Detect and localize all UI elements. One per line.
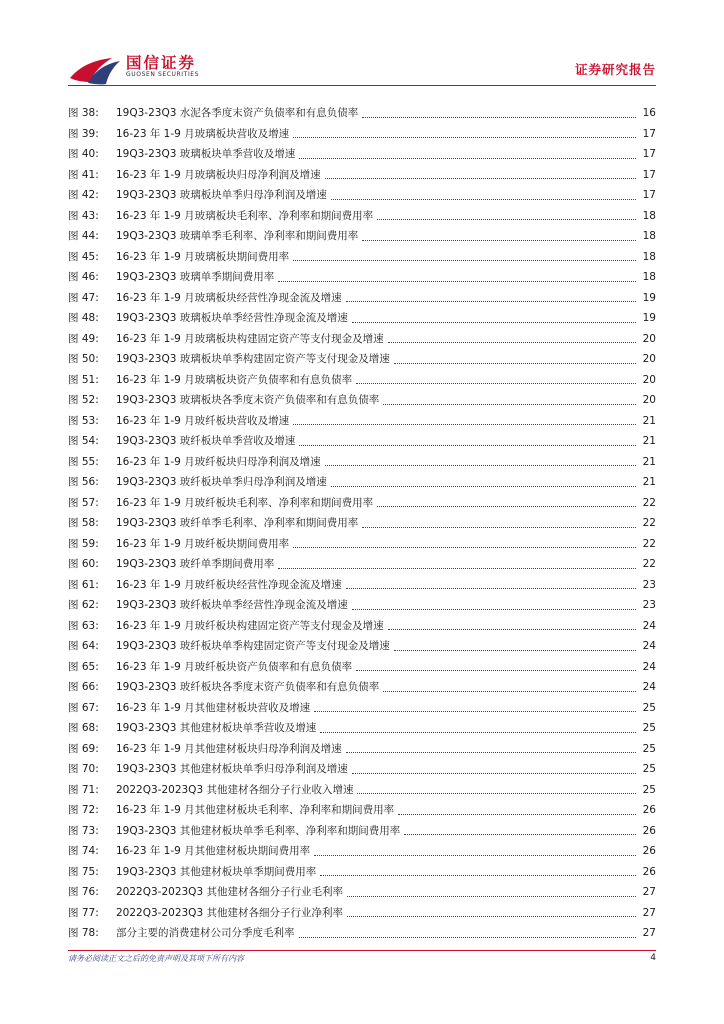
figure-page-number[interactable]: 20 (642, 373, 656, 386)
toc-entry[interactable] (68, 534, 656, 555)
toc-entry[interactable] (68, 472, 656, 493)
figure-label: 图 64: (68, 640, 99, 652)
figure-label: 图 47: (68, 291, 99, 304)
figure-page-number[interactable]: 25 (642, 722, 656, 734)
figure-title[interactable]: 16-23 年 1-9 月其他建材板块期间费用率 (116, 845, 311, 857)
figure-title[interactable]: 19Q3-23Q3 玻璃单季期间费用率 (116, 271, 275, 283)
leader-dots (404, 834, 636, 835)
figure-page-number[interactable]: 26 (642, 804, 656, 816)
figure-title[interactable]: 16-23 年 1-9 月玻纤板块资产负债率和有息负债率 (116, 660, 353, 673)
toc-entry[interactable] (68, 636, 656, 657)
leader-dots (293, 424, 636, 425)
figure-label: 图 70: (68, 763, 99, 775)
leader-dots (357, 793, 636, 794)
leader-dots (377, 506, 636, 507)
toc-entry[interactable] (68, 452, 656, 473)
figure-label: 图 53: (68, 414, 99, 427)
leader-dots (314, 855, 636, 856)
figure-title[interactable]: 19Q3-23Q3 玻璃单季毛利率、净利率和期间费用率 (116, 230, 359, 242)
figure-title[interactable]: 19Q3-23Q3 其他建材板块单季期间费用率 (116, 865, 317, 878)
figure-page-number[interactable]: 24 (642, 619, 656, 632)
figure-page-number[interactable]: 24 (642, 640, 656, 652)
figure-page-number[interactable]: 27 (642, 927, 656, 939)
figure-label: 图 73: (68, 824, 99, 837)
toc-entry[interactable] (68, 185, 656, 206)
figure-label: 图 60: (68, 558, 99, 570)
figure-label: 图 63: (68, 619, 99, 632)
figure-label: 图 76: (68, 886, 99, 898)
leader-dots (394, 363, 636, 364)
leader-dots (388, 629, 636, 630)
figure-label: 图 51: (68, 373, 99, 386)
figure-label: 图 48: (68, 312, 99, 324)
figure-label: 图 40: (68, 148, 99, 160)
figure-page-number[interactable]: 17 (642, 189, 656, 201)
figure-label: 图 54: (68, 435, 99, 447)
figure-page-number[interactable]: 17 (642, 168, 656, 181)
toc-entry[interactable] (68, 616, 656, 637)
figure-label: 图 62: (68, 599, 99, 611)
toc-entry[interactable] (68, 657, 656, 678)
logo-mark-icon (68, 52, 122, 86)
figure-title[interactable]: 16-23 年 1-9 月玻璃板块归母净利润及增速 (116, 168, 321, 181)
figure-title[interactable]: 16-23 年 1-9 月其他建材板块归母净利润及增速 (116, 742, 342, 755)
toc-entry[interactable] (68, 882, 656, 903)
figure-title[interactable]: 16-23 年 1-9 月玻璃板块资产负债率和有息负债率 (116, 373, 353, 386)
figure-page-number[interactable]: 26 (642, 845, 656, 857)
figure-page-number[interactable]: 21 (642, 455, 656, 468)
figure-page-number[interactable]: 26 (642, 865, 656, 878)
toc-entry[interactable] (68, 759, 656, 780)
figure-title[interactable]: 19Q3-23Q3 玻纤板块单季营收及增速 (116, 435, 296, 447)
toc-entry[interactable] (68, 165, 656, 186)
figure-label: 图 65: (68, 660, 99, 673)
figure-title[interactable]: 16-23 年 1-9 月其他建材板块毛利率、净利率和期间费用率 (116, 804, 395, 816)
toc-entry[interactable] (68, 288, 656, 309)
leader-dots (314, 711, 636, 712)
figure-page-number[interactable]: 27 (642, 906, 656, 919)
leader-dots (388, 342, 636, 343)
toc-entry[interactable] (68, 329, 656, 350)
toc-entry[interactable] (68, 739, 656, 760)
toc-entry[interactable] (68, 144, 656, 165)
figure-title[interactable]: 19Q3-23Q3 玻璃板块单季构建固定资产等支付现金及增速 (116, 353, 390, 365)
figure-title[interactable]: 16-23 年 1-9 月玻璃板块毛利率、净利率和期间费用率 (116, 209, 374, 222)
report-type-label: 证券研究报告 (574, 62, 656, 77)
figure-page-number[interactable]: 22 (642, 558, 656, 570)
leader-dots (362, 240, 636, 241)
figure-page-number[interactable]: 22 (642, 517, 656, 529)
figure-label: 图 42: (68, 189, 99, 201)
leader-dots (347, 896, 636, 897)
figure-label: 图 67: (68, 701, 99, 714)
leader-dots (356, 670, 636, 671)
leader-dots (331, 199, 636, 200)
toc-entry[interactable] (68, 821, 656, 842)
figure-page-number[interactable]: 25 (642, 763, 656, 775)
page-header (68, 50, 656, 90)
figure-label: 图 52: (68, 394, 99, 406)
toc-entry[interactable] (68, 431, 656, 452)
toc-entry[interactable] (68, 698, 656, 719)
footer-divider (68, 950, 656, 951)
header-divider (68, 85, 656, 86)
figure-page-number[interactable]: 21 (642, 476, 656, 488)
figure-title[interactable]: 19Q3-23Q3 玻璃板块单季营收及增速 (116, 148, 296, 160)
figure-page-number[interactable]: 18 (642, 271, 656, 283)
figure-page-number[interactable]: 18 (642, 209, 656, 222)
leader-dots (299, 158, 636, 159)
figure-title[interactable]: 19Q3-23Q3 玻璃板块单季经营性净现金流及增速 (116, 312, 348, 324)
figure-label: 图 56: (68, 476, 99, 488)
figure-label: 图 50: (68, 353, 99, 365)
figure-page-number[interactable]: 24 (642, 681, 656, 693)
figure-title[interactable]: 19Q3-23Q3 其他建材板块单季营收及增速 (116, 722, 317, 734)
figure-title[interactable]: 部分主要的消费建材公司分季度毛利率 (116, 927, 295, 939)
leader-dots (293, 260, 636, 261)
figure-title[interactable]: 19Q3-23Q3 玻纤板块单季构建固定资产等支付现金及增速 (116, 640, 390, 652)
toc-entry[interactable] (68, 493, 656, 514)
leader-dots (398, 814, 636, 815)
figure-page-number[interactable]: 23 (642, 578, 656, 591)
toc-entry[interactable] (68, 226, 656, 247)
figure-page-number[interactable]: 17 (642, 127, 656, 140)
leader-dots (356, 383, 636, 384)
figure-page-number[interactable]: 19 (642, 312, 656, 324)
figure-page-number[interactable]: 25 (642, 783, 656, 796)
figure-label: 图 39: (68, 127, 99, 140)
figure-label: 图 71: (68, 783, 99, 796)
figure-label: 图 58: (68, 517, 99, 529)
figure-title[interactable]: 16-23 年 1-9 月玻纤板块经营性净现金流及增速 (116, 578, 342, 591)
figure-page-number[interactable]: 20 (642, 394, 656, 406)
figure-title[interactable]: 19Q3-23Q3 玻璃板块各季度末资产负债率和有息负债率 (116, 394, 380, 406)
toc-entry[interactable] (68, 718, 656, 739)
figure-title[interactable]: 16-23 年 1-9 月玻纤板块期间费用率 (116, 537, 290, 550)
figure-page-number[interactable]: 25 (642, 742, 656, 755)
leader-dots (293, 137, 636, 138)
figure-title[interactable]: 16-23 年 1-9 月其他建材板块营收及增速 (116, 701, 311, 714)
figure-label: 图 74: (68, 845, 99, 857)
figure-title[interactable]: 16-23 年 1-9 月玻纤板块归母净利润及增速 (116, 455, 321, 468)
figure-title[interactable]: 19Q3-23Q3 玻璃板块单季归母净利润及增速 (116, 189, 327, 201)
figure-title[interactable]: 19Q3-23Q3 玻纤板块单季归母净利润及增速 (116, 476, 327, 488)
toc-entry[interactable] (68, 862, 656, 883)
figure-title[interactable]: 16-23 年 1-9 月玻璃板块期间费用率 (116, 250, 290, 263)
toc-entry[interactable] (68, 554, 656, 575)
figure-page-number[interactable]: 23 (642, 599, 656, 611)
figure-label: 图 45: (68, 250, 99, 263)
toc-entry[interactable] (68, 780, 656, 801)
leader-dots (383, 691, 636, 692)
figure-label: 图 49: (68, 332, 99, 345)
leader-dots (299, 445, 636, 446)
figure-label: 图 61: (68, 578, 99, 591)
footer-disclaimer[interactable]: 请务必阅读正文之后的免责声明及其项下所有内容 (68, 954, 244, 963)
figure-label: 图 41: (68, 168, 99, 181)
leader-dots (352, 609, 636, 610)
toc-entry[interactable] (68, 513, 656, 534)
toc-entry[interactable] (68, 349, 656, 370)
figure-title[interactable]: 16-23 年 1-9 月玻璃板块经营性净现金流及增速 (116, 291, 342, 304)
leader-dots (320, 732, 636, 733)
figure-page-number[interactable]: 18 (642, 230, 656, 242)
toc-entry[interactable] (68, 390, 656, 411)
toc-entry[interactable] (68, 903, 656, 924)
figure-page-number[interactable]: 17 (642, 148, 656, 160)
leader-dots (293, 547, 636, 548)
figure-label: 图 69: (68, 742, 99, 755)
figure-label: 图 57: (68, 496, 99, 509)
figure-title[interactable]: 16-23 年 1-9 月玻纤板块毛利率、净利率和期间费用率 (116, 496, 374, 509)
figure-title[interactable]: 2022Q3-2023Q3 其他建材各细分子行业毛利率 (116, 886, 343, 898)
figure-page-number[interactable]: 21 (642, 435, 656, 447)
toc-entry[interactable] (68, 267, 656, 288)
leader-dots (346, 301, 636, 302)
leader-dots (362, 117, 636, 118)
figure-title[interactable]: 2022Q3-2023Q3 其他建材各细分子行业收入增速 (116, 783, 354, 796)
company-logo (68, 50, 208, 90)
figure-page-number[interactable]: 20 (642, 332, 656, 345)
figure-label: 图 59: (68, 537, 99, 550)
leader-dots (362, 527, 636, 528)
toc-entry[interactable] (68, 103, 656, 124)
logo-text-cn: 国信证券 (126, 54, 197, 72)
figure-page-number[interactable]: 19 (642, 291, 656, 304)
figure-title[interactable]: 16-23 年 1-9 月玻璃板块构建固定资产等支付现金及增速 (116, 332, 384, 345)
figure-title[interactable]: 19Q3-23Q3 其他建材板块单季归母净利润及增速 (116, 763, 348, 775)
leader-dots (377, 219, 636, 220)
leader-dots (352, 322, 636, 323)
leader-dots (394, 650, 636, 651)
toc-entry[interactable] (68, 206, 656, 227)
figure-label: 图 66: (68, 681, 99, 693)
leader-dots (331, 486, 636, 487)
figure-title[interactable]: 19Q3-23Q3 玻纤板块单季经营性净现金流及增速 (116, 599, 348, 611)
toc-entry[interactable] (68, 923, 656, 944)
leader-dots (320, 875, 636, 876)
figure-label: 图 68: (68, 722, 99, 734)
figure-page-number[interactable]: 22 (642, 496, 656, 509)
figure-page-number[interactable]: 16 (642, 107, 656, 119)
toc-entry[interactable] (68, 800, 656, 821)
figure-page-number[interactable]: 27 (642, 886, 656, 898)
toc-entry[interactable] (68, 370, 656, 391)
figure-page-number[interactable]: 22 (642, 537, 656, 550)
figure-title[interactable]: 16-23 年 1-9 月玻纤板块营收及增速 (116, 414, 290, 427)
toc-entry[interactable] (68, 575, 656, 596)
figure-page-number[interactable]: 20 (642, 353, 656, 365)
figure-page-number[interactable]: 25 (642, 701, 656, 714)
figure-page-number[interactable]: 24 (642, 660, 656, 673)
leader-dots (352, 773, 636, 774)
figure-label: 图 44: (68, 230, 99, 242)
figure-label: 图 38: (68, 107, 99, 119)
toc-entry[interactable] (68, 124, 656, 145)
figure-title[interactable]: 19Q3-23Q3 玻纤单季期间费用率 (116, 558, 275, 570)
leader-dots (325, 465, 636, 466)
figure-title[interactable]: 2022Q3-2023Q3 其他建材各细分子行业净利率 (116, 906, 343, 919)
figure-label: 图 55: (68, 455, 99, 468)
leader-dots (278, 281, 636, 282)
toc-entry[interactable] (68, 677, 656, 698)
figure-label: 图 75: (68, 865, 99, 878)
leader-dots (347, 916, 636, 917)
toc-entry[interactable] (68, 841, 656, 862)
figure-page-number[interactable]: 21 (642, 414, 656, 427)
figure-label: 图 46: (68, 271, 99, 283)
figure-label: 图 77: (68, 906, 99, 919)
figure-title[interactable]: 19Q3-23Q3 玻纤单季毛利率、净利率和期间费用率 (116, 517, 359, 529)
figure-label: 图 72: (68, 804, 99, 816)
leader-dots (346, 588, 636, 589)
figure-page-number[interactable]: 18 (642, 250, 656, 263)
figure-title[interactable]: 16-23 年 1-9 月玻纤板块构建固定资产等支付现金及增速 (116, 619, 384, 632)
toc-entry[interactable] (68, 247, 656, 268)
figure-title[interactable]: 16-23 年 1-9 月玻璃板块营收及增速 (116, 127, 290, 140)
leader-dots (383, 404, 636, 405)
figure-page-number[interactable]: 26 (642, 824, 656, 837)
logo-text-en: GUOSEN SECURITIES (126, 71, 200, 78)
figure-title[interactable]: 19Q3-23Q3 玻纤板块各季度末资产负债率和有息负债率 (116, 681, 380, 693)
page-number: 4 (650, 953, 656, 963)
figure-title[interactable]: 19Q3-23Q3 水泥各季度末资产负债率和有息负债率 (116, 107, 359, 119)
toc-entry[interactable] (68, 595, 656, 616)
leader-dots (346, 752, 636, 753)
figure-label: 图 78: (68, 927, 99, 939)
toc-entry[interactable] (68, 411, 656, 432)
leader-dots (278, 568, 636, 569)
leader-dots (325, 178, 636, 179)
leader-dots (299, 937, 637, 938)
figure-label: 图 43: (68, 209, 99, 222)
toc-entry[interactable] (68, 308, 656, 329)
figure-list (68, 103, 656, 944)
figure-title[interactable]: 19Q3-23Q3 其他建材板块单季毛利率、净利率和期间费用率 (116, 824, 401, 837)
